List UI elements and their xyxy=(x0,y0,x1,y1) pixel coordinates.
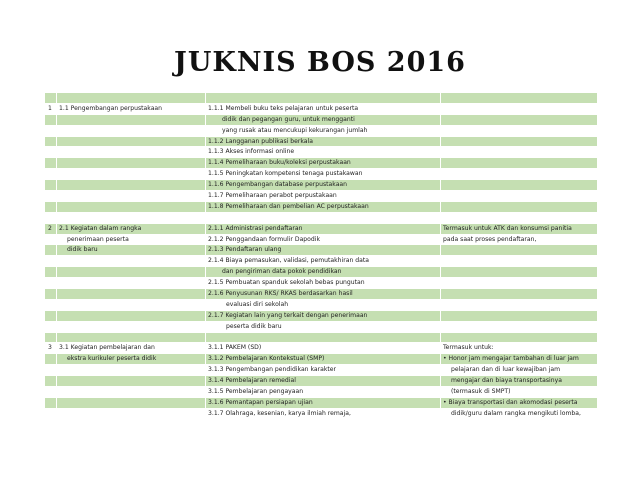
column-divider xyxy=(205,398,206,408)
column-divider xyxy=(56,256,57,266)
column-divider xyxy=(56,115,57,125)
keterangan-cell xyxy=(441,300,599,310)
column-divider xyxy=(56,387,57,397)
rincian-cell: 1.1.8 Pemeliharaan dan pembelian AC perpustakaan xyxy=(208,202,369,210)
row-number-cell xyxy=(45,322,55,332)
kegiatan-cell xyxy=(57,126,206,136)
column-divider xyxy=(205,169,206,179)
column-divider xyxy=(440,213,441,223)
row-number-cell xyxy=(45,147,55,157)
keterangan-cell: pelajaran dan di luar kewajiban jam xyxy=(451,366,561,374)
column-divider xyxy=(205,300,206,310)
row-number-cell xyxy=(45,354,55,364)
keterangan-cell xyxy=(441,158,599,168)
row-number-cell xyxy=(45,191,55,201)
keterangan-cell: mengajar dan biaya transportasinya xyxy=(451,377,562,385)
row-number-cell xyxy=(45,376,55,386)
table-row xyxy=(45,321,597,332)
keterangan-cell xyxy=(441,126,599,136)
kegiatan-cell: penerimaan peserta xyxy=(67,235,129,243)
keterangan-cell: • Honor jam mengajar tambahan di luar jam xyxy=(443,355,579,363)
table-row xyxy=(45,332,597,343)
column-divider xyxy=(440,126,441,136)
column-divider xyxy=(205,289,206,299)
column-divider xyxy=(205,322,206,332)
keterangan-cell xyxy=(441,213,599,223)
column-divider xyxy=(440,202,441,212)
column-divider xyxy=(56,333,57,343)
keterangan-cell xyxy=(441,115,599,125)
column-divider xyxy=(205,333,206,343)
column-divider xyxy=(205,224,206,234)
column-divider xyxy=(205,191,206,201)
column-divider xyxy=(440,409,441,419)
column-divider xyxy=(56,213,57,223)
rincian-cell: 2.1.7 Kegiatan lain yang terkait dengan penerimaan xyxy=(208,311,368,319)
table-row xyxy=(45,103,597,114)
column-divider xyxy=(205,354,206,364)
kegiatan-cell xyxy=(57,137,206,147)
column-divider xyxy=(205,376,206,386)
column-divider xyxy=(205,104,206,114)
rincian-cell: 3.1.7 Olahraga, kesenian, karya ilmiah remaja, xyxy=(208,409,351,417)
rincian-cell: 1.1.2 Langganan publikasi berkala xyxy=(208,137,313,145)
table-row xyxy=(45,277,597,288)
kegiatan-cell: ekstra kurikuler peserta didik xyxy=(67,355,157,363)
row-number-cell xyxy=(45,235,55,245)
row-number-cell xyxy=(45,169,55,179)
kegiatan-cell xyxy=(57,365,206,375)
column-divider xyxy=(205,278,206,288)
keterangan-cell xyxy=(441,202,599,212)
table-row xyxy=(45,212,597,223)
column-divider xyxy=(440,311,441,321)
column-divider xyxy=(440,387,441,397)
kegiatan-cell xyxy=(57,300,206,310)
rincian-cell: 2.1.6 Penyusunan RKS/ RKAS berdasarkan hasil xyxy=(208,290,353,298)
column-divider xyxy=(440,158,441,168)
kegiatan-cell: didik baru xyxy=(67,246,98,254)
kegiatan-cell: 3.1 Kegiatan pembelajaran dan xyxy=(59,344,155,352)
keterangan-cell xyxy=(441,267,599,277)
rincian-cell: 3.1.2 Pembelajaran Kontekstual (SMP) xyxy=(208,355,325,363)
column-divider xyxy=(56,126,57,136)
rincian-cell: 1.1.4 Pemeliharaan buku/koleksi perpustakaan xyxy=(208,159,351,167)
column-divider xyxy=(205,180,206,190)
kegiatan-cell xyxy=(57,311,206,321)
column-divider xyxy=(205,256,206,266)
table-row xyxy=(45,136,597,147)
keterangan-cell xyxy=(441,169,599,179)
column-divider xyxy=(440,115,441,125)
table-row xyxy=(45,234,597,245)
keterangan-cell xyxy=(441,289,599,299)
column-divider xyxy=(56,191,57,201)
rincian-cell: dan pengiriman data pokok pendidikan xyxy=(222,268,342,276)
rincian-cell: 3.1.4 Pembelajaran remedial xyxy=(208,377,296,385)
table-row xyxy=(45,255,597,266)
table-row xyxy=(45,364,597,375)
column-divider xyxy=(56,267,57,277)
keterangan-cell xyxy=(441,180,599,190)
kegiatan-cell xyxy=(57,158,206,168)
row-number-cell xyxy=(45,137,55,147)
column-divider xyxy=(205,409,206,419)
column-divider xyxy=(440,376,441,386)
column-divider xyxy=(440,245,441,255)
column-divider xyxy=(56,376,57,386)
rincian-cell: 3.1.6 Pemantapan persiapan ujian xyxy=(208,398,313,406)
row-number-cell: 3 xyxy=(48,344,52,352)
keterangan-cell xyxy=(441,147,599,157)
keterangan-cell: (termasuk di SMPT) xyxy=(451,388,511,396)
rincian-cell: 1.1.3 Akses informasi online xyxy=(208,148,295,156)
rincian-cell: 3.1.3 Pengembangan pendidikan karakter xyxy=(208,366,337,374)
table-row xyxy=(45,168,597,179)
kegiatan-cell xyxy=(57,376,206,386)
table-row xyxy=(45,157,597,168)
table-row xyxy=(45,146,597,157)
column-divider xyxy=(56,104,57,114)
table-row xyxy=(45,114,597,125)
rincian-cell xyxy=(206,93,441,103)
kegiatan-cell xyxy=(57,398,206,408)
table-row xyxy=(45,397,597,408)
column-divider xyxy=(440,398,441,408)
keterangan-cell xyxy=(441,311,599,321)
row-number-cell xyxy=(45,387,55,397)
row-number-cell xyxy=(45,202,55,212)
rincian-cell: 1.1.7 Pemeliharaan perabot perpustakaan xyxy=(208,192,337,200)
rincian-cell: evaluasi diri sekolah xyxy=(226,300,289,308)
column-divider xyxy=(440,343,441,353)
column-divider xyxy=(205,147,206,157)
column-divider xyxy=(440,322,441,332)
column-divider xyxy=(205,202,206,212)
row-number-cell xyxy=(45,126,55,136)
table-row xyxy=(45,179,597,190)
column-divider xyxy=(56,311,57,321)
page-title: JUKNIS BOS 2016 xyxy=(174,47,466,78)
column-divider xyxy=(205,137,206,147)
rincian-cell: 2.1.1 Administrasi pendaftaran xyxy=(208,224,303,232)
keterangan-cell xyxy=(441,191,599,201)
keterangan-cell: didik/guru dalam rangka mengikuti lomba, xyxy=(451,409,581,417)
column-divider xyxy=(440,93,441,103)
column-divider xyxy=(440,256,441,266)
kegiatan-cell xyxy=(57,213,206,223)
rincian-cell: 1.1.1 Membeli buku teks pelajaran untuk peserta xyxy=(208,104,359,112)
keterangan-cell xyxy=(441,278,599,288)
row-number-cell xyxy=(45,365,55,375)
kegiatan-cell xyxy=(57,256,206,266)
column-divider xyxy=(205,245,206,255)
keterangan-cell xyxy=(441,333,599,343)
kegiatan-cell xyxy=(57,202,206,212)
column-divider xyxy=(440,104,441,114)
column-divider xyxy=(205,93,206,103)
column-divider xyxy=(440,224,441,234)
column-divider xyxy=(205,365,206,375)
column-divider xyxy=(56,289,57,299)
kegiatan-cell xyxy=(57,278,206,288)
keterangan-cell xyxy=(441,104,599,114)
column-divider xyxy=(440,169,441,179)
row-number-cell xyxy=(45,115,55,125)
column-divider xyxy=(56,137,57,147)
column-divider xyxy=(205,311,206,321)
kegiatan-cell xyxy=(57,93,206,103)
column-divider xyxy=(205,115,206,125)
column-divider xyxy=(56,365,57,375)
table-row xyxy=(45,375,597,386)
row-number-cell xyxy=(45,333,55,343)
table-row xyxy=(45,92,597,103)
table-row xyxy=(45,288,597,299)
keterangan-cell xyxy=(441,245,599,255)
row-number-cell xyxy=(45,180,55,190)
row-number-cell xyxy=(45,278,55,288)
column-divider xyxy=(440,365,441,375)
rincian-cell: 1.1.5 Peningkatan kompetensi tenaga pustakawan xyxy=(208,170,363,178)
column-divider xyxy=(56,354,57,364)
column-divider xyxy=(56,158,57,168)
table-row xyxy=(45,408,597,419)
table-row xyxy=(45,386,597,397)
kegiatan-cell xyxy=(57,169,206,179)
column-divider xyxy=(440,180,441,190)
row-number-cell xyxy=(45,93,55,103)
keterangan-cell: Termasuk untuk: xyxy=(443,344,494,352)
row-number-cell xyxy=(45,300,55,310)
table-row xyxy=(45,310,597,321)
column-divider xyxy=(440,300,441,310)
row-number-cell: 1 xyxy=(48,104,52,112)
column-divider xyxy=(205,343,206,353)
row-number-cell xyxy=(45,409,55,419)
rincian-cell: 3.1.1 PAKEM (SD) xyxy=(208,344,262,352)
column-divider xyxy=(205,387,206,397)
rincian-cell: didik dan pegangan guru, untuk mengganti xyxy=(222,115,355,123)
column-divider xyxy=(56,278,57,288)
table-row xyxy=(45,125,597,136)
kegiatan-cell xyxy=(57,387,206,397)
row-number-cell xyxy=(45,267,55,277)
column-divider xyxy=(440,235,441,245)
rincian-cell: 1.1.6 Pengembangan database perpustakaan xyxy=(208,181,348,189)
table-row xyxy=(45,299,597,310)
column-divider xyxy=(440,137,441,147)
rincian-cell: 2.1.2 Penggandaan formulir Dapodik xyxy=(208,235,320,243)
column-divider xyxy=(440,333,441,343)
kegiatan-cell xyxy=(57,289,206,299)
kegiatan-cell xyxy=(57,115,206,125)
budget-table xyxy=(45,92,597,419)
kegiatan-cell xyxy=(57,147,206,157)
column-divider xyxy=(56,398,57,408)
row-number-cell xyxy=(45,245,55,255)
column-divider xyxy=(205,213,206,223)
rincian-cell: yang rusak atau mencukupi kekurangan jumlah xyxy=(222,126,368,134)
column-divider xyxy=(56,180,57,190)
column-divider xyxy=(205,235,206,245)
row-number-cell: 2 xyxy=(48,224,52,232)
keterangan-cell xyxy=(441,137,599,147)
kegiatan-cell xyxy=(57,322,206,332)
table-row xyxy=(45,244,597,255)
column-divider xyxy=(56,245,57,255)
table-row xyxy=(45,353,597,364)
table-row xyxy=(45,190,597,201)
column-divider xyxy=(205,158,206,168)
keterangan-cell: Termasuk untuk ATK dan konsumsi panitia xyxy=(443,224,572,232)
column-divider xyxy=(56,300,57,310)
kegiatan-cell: 1.1 Pengembangan perpustakaan xyxy=(59,104,163,112)
column-divider xyxy=(440,289,441,299)
column-divider xyxy=(56,224,57,234)
column-divider xyxy=(56,322,57,332)
keterangan-cell xyxy=(441,256,599,266)
column-divider xyxy=(205,267,206,277)
row-number-cell xyxy=(45,213,55,223)
column-divider xyxy=(56,409,57,419)
keterangan-cell xyxy=(441,93,599,103)
column-divider xyxy=(440,191,441,201)
column-divider xyxy=(205,126,206,136)
table-row xyxy=(45,266,597,277)
rincian-cell: peserta didik baru xyxy=(226,322,282,330)
column-divider xyxy=(440,147,441,157)
rincian-cell: 2.1.5 Pembuatan spanduk sekolah bebas pungutan xyxy=(208,279,365,287)
column-divider xyxy=(440,267,441,277)
row-number-cell xyxy=(45,158,55,168)
kegiatan-cell xyxy=(57,180,206,190)
kegiatan-cell xyxy=(57,333,206,343)
table-row xyxy=(45,342,597,353)
column-divider xyxy=(56,235,57,245)
row-number-cell xyxy=(45,398,55,408)
column-divider xyxy=(440,354,441,364)
table-row xyxy=(45,223,597,234)
keterangan-cell: • Biaya transportasi dan akomodasi peserta xyxy=(443,398,578,406)
keterangan-cell xyxy=(441,322,599,332)
keterangan-cell: pada saat proses pendaftaran, xyxy=(443,235,537,243)
row-number-cell xyxy=(45,256,55,266)
rincian-cell xyxy=(206,333,441,343)
kegiatan-cell xyxy=(57,267,206,277)
row-number-cell xyxy=(45,311,55,321)
column-divider xyxy=(56,93,57,103)
table-row xyxy=(45,201,597,212)
rincian-cell: 2.1.4 Biaya pemasukan, validasi, pemutakhiran data xyxy=(208,257,370,265)
column-divider xyxy=(56,147,57,157)
rincian-cell xyxy=(206,213,441,223)
column-divider xyxy=(56,202,57,212)
row-number-cell xyxy=(45,289,55,299)
kegiatan-cell: 2.1 Kegiatan dalam rangka xyxy=(59,224,142,232)
kegiatan-cell xyxy=(57,409,206,419)
column-divider xyxy=(56,169,57,179)
rincian-cell: 3.1.5 Pembelajaran pengayaan xyxy=(208,388,304,396)
column-divider xyxy=(440,278,441,288)
rincian-cell: 2.1.3 Pendaftaran ulang xyxy=(208,246,282,254)
column-divider xyxy=(56,343,57,353)
kegiatan-cell xyxy=(57,191,206,201)
